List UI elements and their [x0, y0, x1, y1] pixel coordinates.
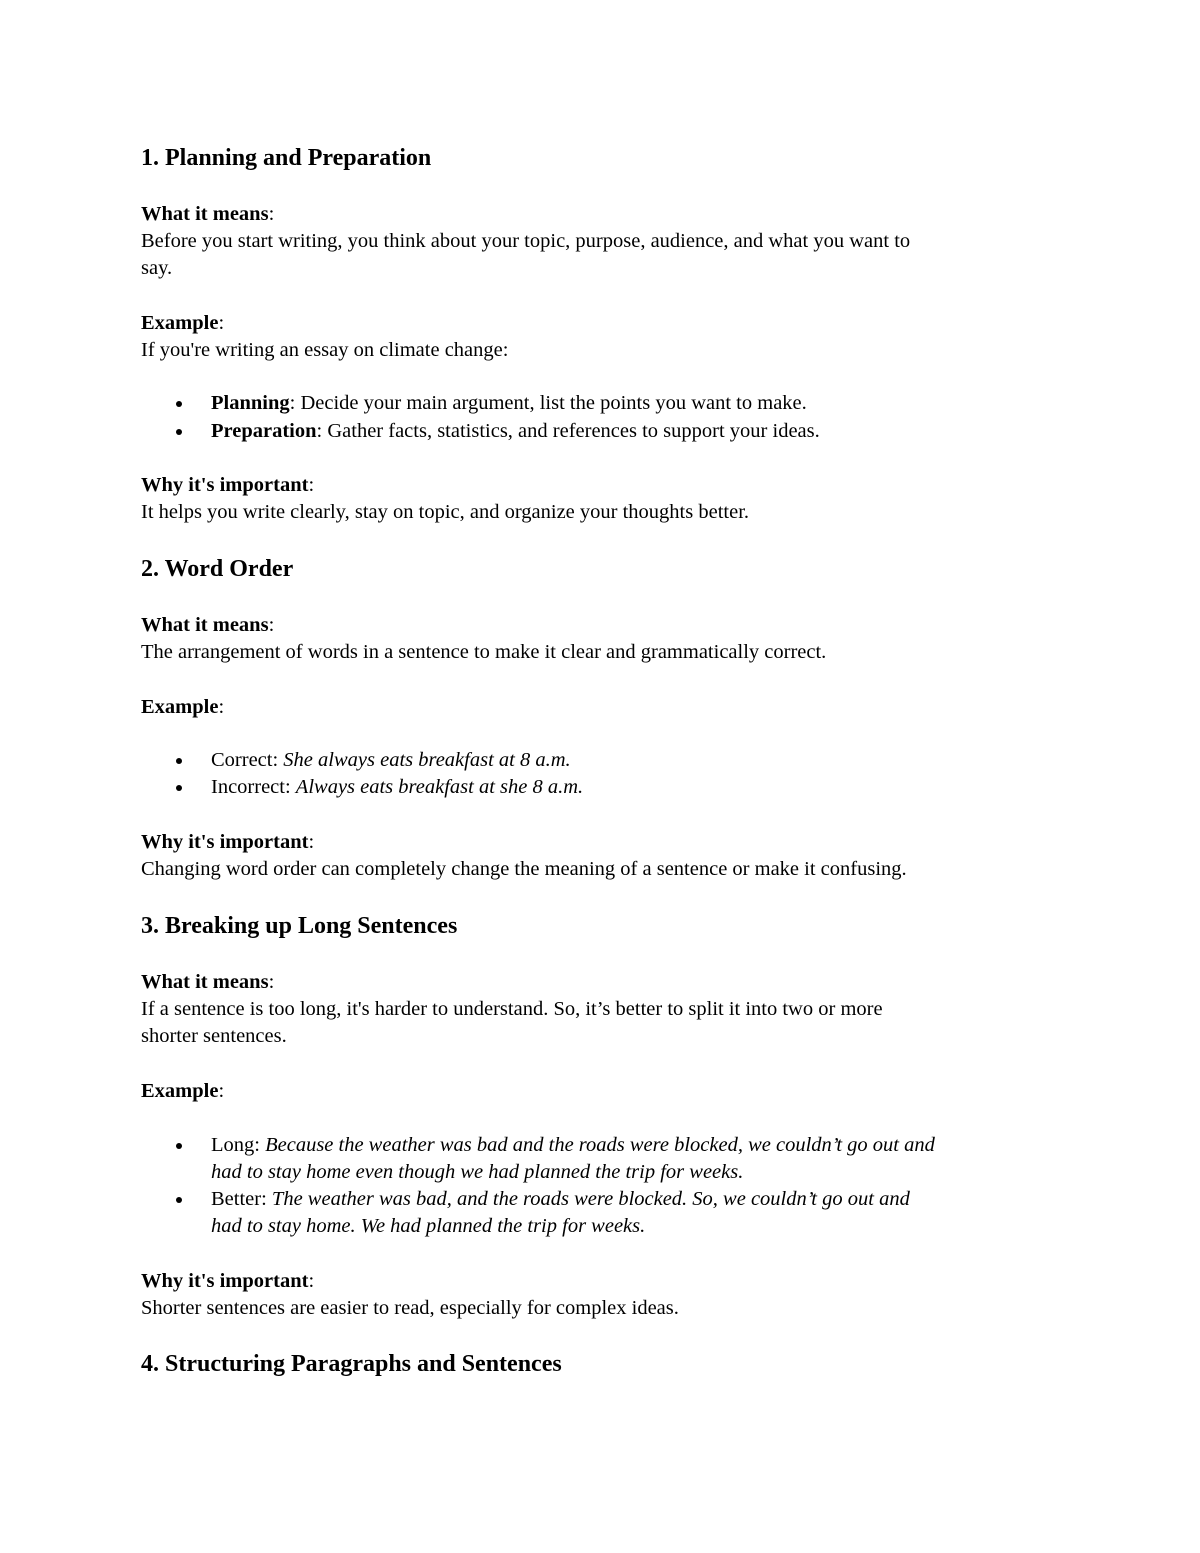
section-3-what-text-line-1: If a sentence is too long, it's harder to understand. So, it’s better to split it into two or more [141, 998, 883, 1020]
list-item: Long: Because the weather was bad and the roads were blocked, we couldn’t go out and [211, 1134, 935, 1156]
bullet-dot [176, 758, 182, 764]
bullet-dot [176, 785, 182, 791]
section-4-heading: 4. Structuring Paragraphs and Sentences [141, 1351, 562, 1377]
section-3-heading: 3. Breaking up Long Sentences [141, 913, 458, 939]
section-1-what-text-line-1: Before you start writing, you think about your topic, purpose, audience, and what you want to [141, 230, 911, 252]
section-1-why-label: Why it's important: [141, 474, 315, 496]
section-1-example-intro: If you're writing an essay on climate change: [141, 339, 509, 361]
section-3-why-label: Why it's important: [141, 1270, 315, 1292]
section-1-what-text-line-2: say. [141, 257, 173, 279]
section-3-what-text-line-2: shorter sentences. [141, 1025, 287, 1047]
list-item: Better: The weather was bad, and the roads were blocked. So, we couldn’t go out and [211, 1188, 910, 1210]
section-1-what-label: What it means: [141, 203, 275, 225]
bullet-dot [176, 429, 182, 435]
bullet-dot [176, 1143, 182, 1149]
section-1-heading: 1. Planning and Preparation [141, 145, 432, 171]
section-2-why-label: Why it's important: [141, 831, 315, 853]
section-3-why-text: Shorter sentences are easier to read, especially for complex ideas. [141, 1297, 679, 1319]
section-1-why-text: It helps you write clearly, stay on topic, and organize your thoughts better. [141, 501, 750, 523]
list-item: Correct: She always eats breakfast at 8 a.m. [211, 749, 571, 771]
section-3-example-label: Example: [141, 1080, 225, 1102]
bullet-dot [176, 401, 182, 407]
list-item-continuation: had to stay home even though we had planned the trip for weeks. [211, 1161, 744, 1183]
section-1-example-label: Example: [141, 312, 225, 334]
list-item: Planning: Decide your main argument, list the points you want to make. [211, 392, 807, 414]
section-2-why-text: Changing word order can completely change the meaning of a sentence or make it confusing. [141, 858, 907, 880]
section-2-heading: 2. Word Order [141, 556, 294, 582]
section-2-what-text: The arrangement of words in a sentence to make it clear and grammatically correct. [141, 641, 827, 663]
list-item: Preparation: Gather facts, statistics, and references to support your ideas. [211, 420, 820, 442]
section-3-what-label: What it means: [141, 971, 275, 993]
list-item-continuation: had to stay home. We had planned the trip for weeks. [211, 1215, 646, 1237]
bullet-dot [176, 1197, 182, 1203]
section-2-what-label: What it means: [141, 614, 275, 636]
section-2-example-label: Example: [141, 696, 225, 718]
list-item: Incorrect: Always eats breakfast at she 8 a.m. [211, 776, 584, 798]
